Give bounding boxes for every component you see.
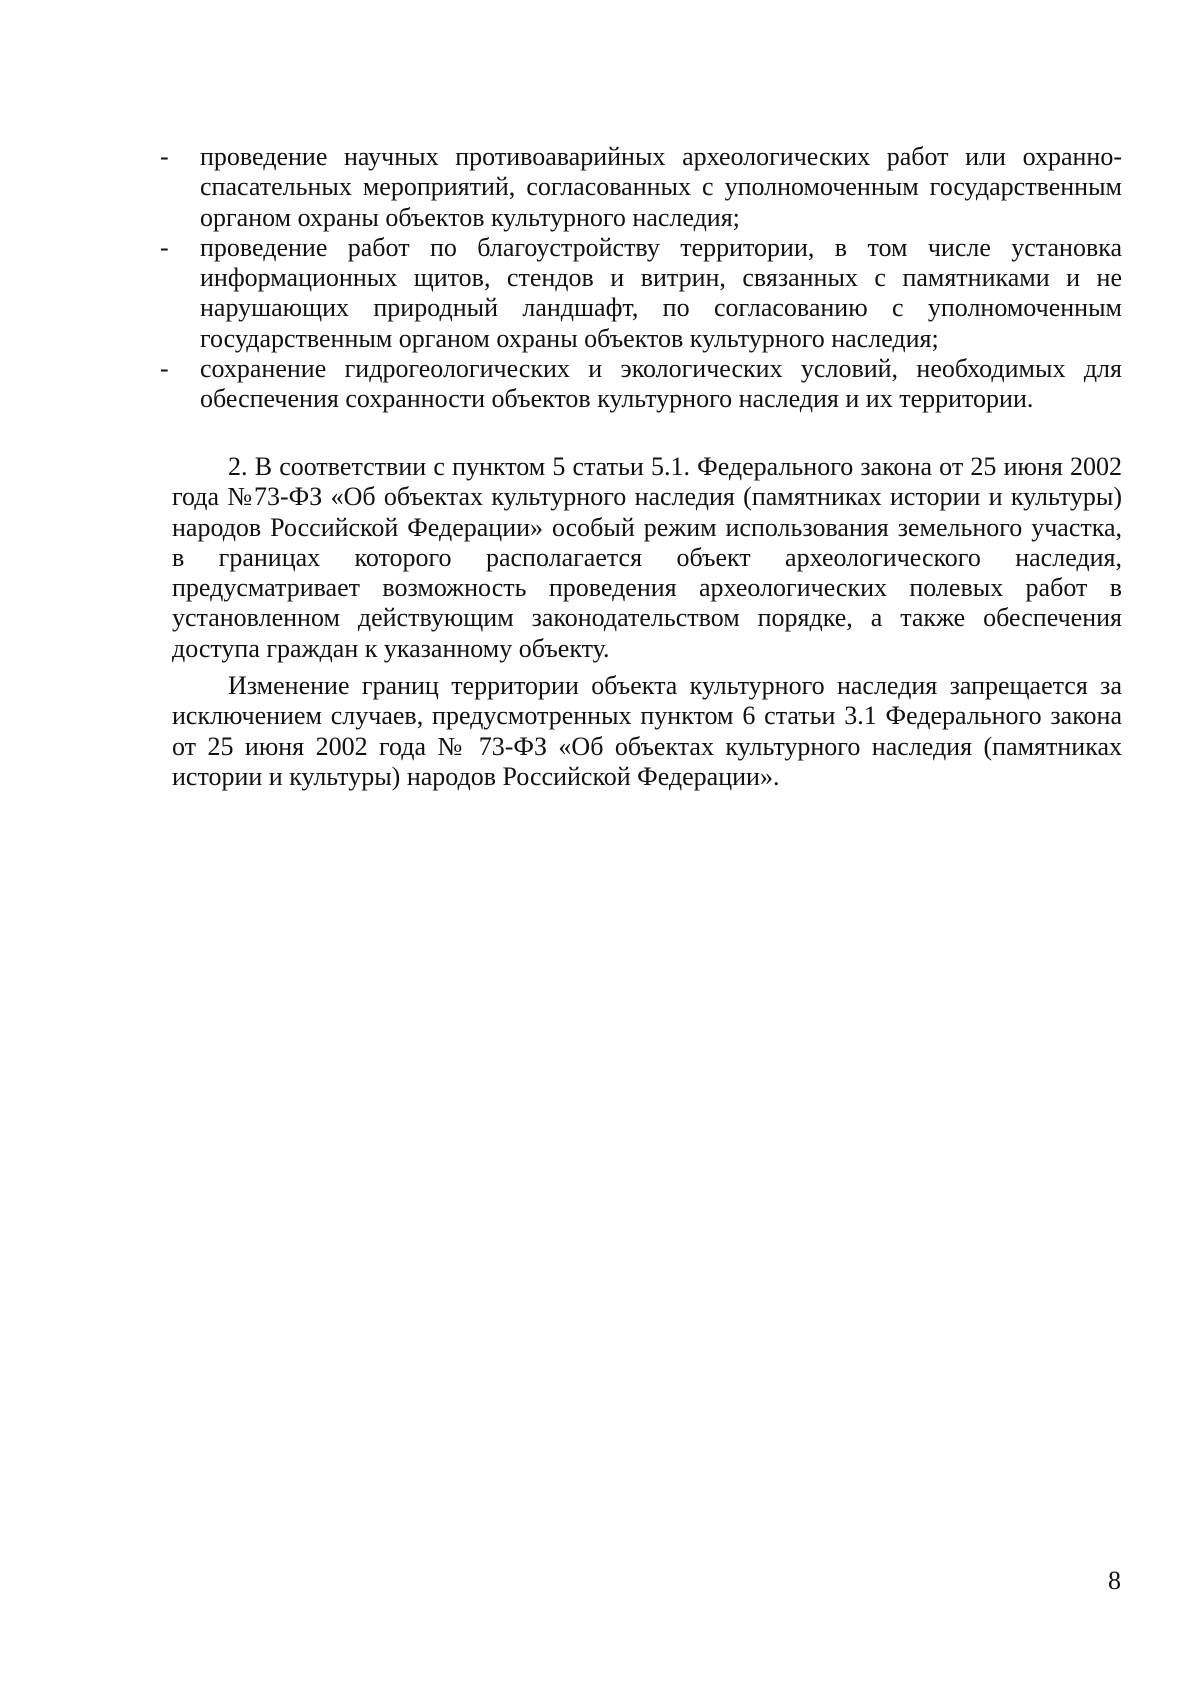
page-number: 8 — [1108, 1566, 1121, 1595]
list-item-text: проведение научных противоаварийных археологических работ или охранно-спасательных мероприятий, согласованных с уполномоченным государственным органом охраны объектов культурного наследия; — [200, 142, 1122, 232]
list-item — [160, 354, 1122, 415]
list-marker: - — [160, 354, 169, 384]
paragraph-boundary-change: Изменение границ территории объекта культурного наследия запрещается за исключением случаев, предусмотренных пунктом 6 статьи 3.1 Федерального закона от 25 июня 2002 года № 73-ФЗ «Об объектах культурного наследия (памятниках истории и культуры) народов Российской Федерации». — [172, 671, 1122, 791]
list-marker: - — [160, 142, 169, 171]
list-item-text: сохранение гидрогеологических и экологических условий, необходимых для обеспечения сохранности объектов культурного наследия и их территории. — [200, 354, 1122, 414]
list-item — [160, 233, 1122, 354]
requirements-list — [160, 142, 1122, 415]
list-item — [160, 142, 1122, 233]
list-item-text: проведение работ по благоустройству территории, в том числе установка информационных щитов, стендов и витрин, связанных с памятниками и не нарушающих природный ландшафт, по согласованию с уполномоченным государственным органом охраны объектов культурного наследия; — [200, 232, 1122, 353]
paragraph-special-regime: 2. В соответствии с пунктом 5 статьи 5.1. Федерального закона от 25 июня 2002 года №73-ФЗ «Об объектах культурного наследия (памятниках истории и культуры) народов Российской Федерации» особый режим использования земельного участка, в границах которого располагается объект археологического наследия, предусматривает возможность проведения археологических полевых работ в установленном действующим законодательством порядке, а также обеспечения доступа граждан к указанному объекту. — [172, 452, 1122, 663]
list-marker: - — [160, 232, 169, 262]
